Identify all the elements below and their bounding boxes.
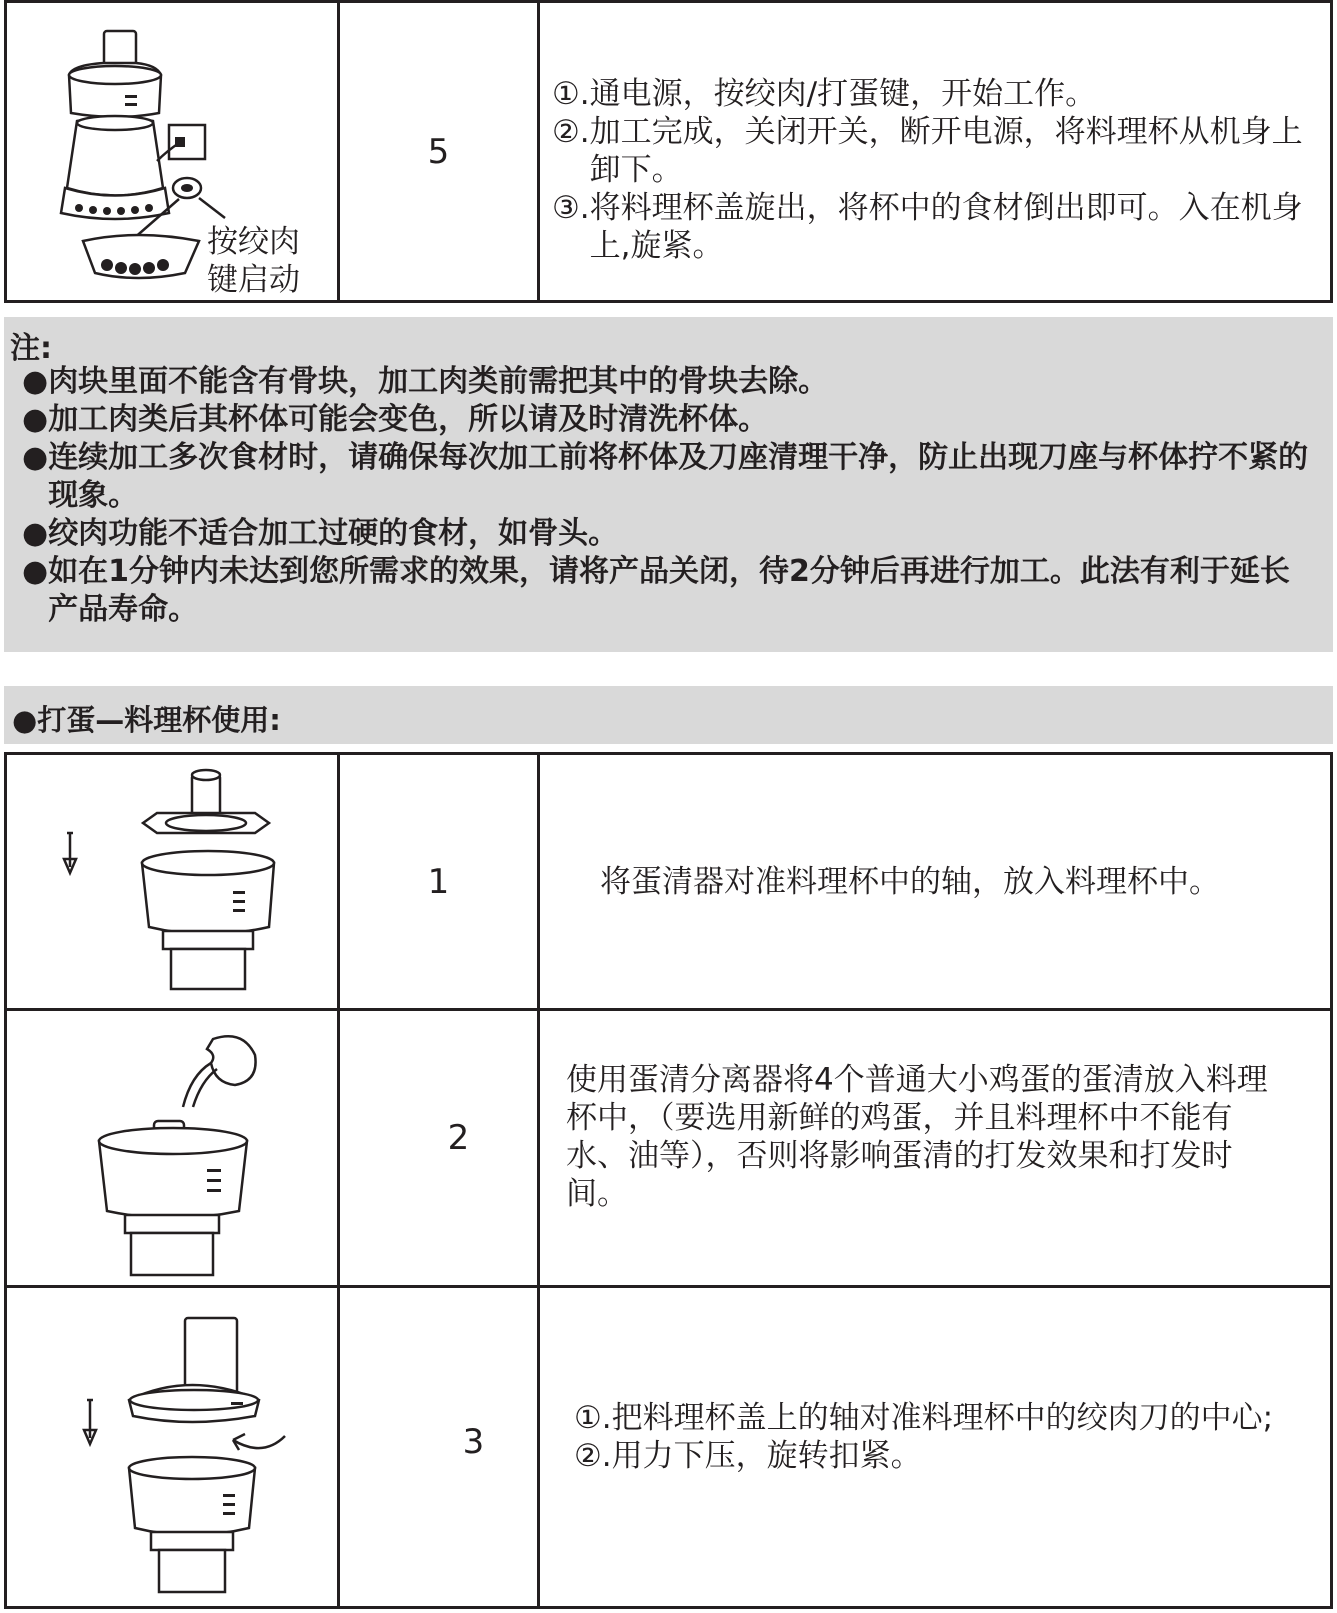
start-button-label <box>207 223 300 299</box>
list-item: ● 如在1分钟内未达到您所需求的效果，请将产品关闭，待2分钟后再进行加工。此法有利于延长产品寿命。 <box>22 554 1290 627</box>
table-row <box>7 3 1330 300</box>
bullet-icon: ● <box>22 516 49 551</box>
bullet-icon: ● <box>22 440 49 475</box>
instruction-2: ②. 加工完成，关闭开关，断开电源，将料理杯从机身上卸下。 <box>552 114 1303 188</box>
step-instructions <box>540 3 1330 300</box>
lid-attach-illustration-cell <box>7 1288 337 1606</box>
step-5-table <box>4 0 1333 303</box>
egg-beating-table <box>4 752 1333 1609</box>
bullet-icon: ● <box>22 364 49 399</box>
bullet-icon: ● <box>22 554 49 589</box>
list-item: ● 肉块里面不能含有骨块，加工肉类前需把其中的骨块去除。 <box>22 364 829 399</box>
egg-white-pouring-illustration <box>7 1011 337 1288</box>
instruction-text: 将蛋清器对准料理杯中的轴，放入料理杯中。 <box>600 863 1220 900</box>
egg-whisk-illustration-cell <box>7 755 337 1008</box>
section-heading-bar <box>4 686 1333 744</box>
step-instructions <box>540 755 1330 1008</box>
notes-heading: 注: <box>10 331 52 366</box>
step-number: 5 <box>427 131 450 172</box>
step-instructions <box>540 1011 1330 1285</box>
processor-illustration-cell <box>7 3 337 300</box>
instruction-1: ①. 把料理杯盖上的轴对准料理杯中的绞肉刀的中心; <box>574 1400 1274 1436</box>
bullet-icon: ● <box>22 402 49 437</box>
notes-list <box>22 363 1312 629</box>
label-line-2: 键启动 <box>207 262 300 298</box>
list-item: ● 绞肉功能不适合加工过硬的食材，如骨头。 <box>22 516 619 551</box>
list-item: ● 加工肉类后其杯体可能会变色，所以请及时清洗杯体。 <box>22 402 769 437</box>
instruction-3: ③. 将料理杯盖旋出，将杯中的食材倒出即可。入在机身上,旋紧。 <box>552 190 1303 264</box>
table-row <box>7 1285 1330 1606</box>
instruction-2: ②. 用力下压，旋转扣紧。 <box>574 1438 922 1474</box>
step-number: 1 <box>427 861 450 902</box>
table-row <box>7 1008 1330 1285</box>
whisk-insert-illustration <box>7 755 337 1008</box>
egg-separator-illustration-cell <box>7 1011 337 1285</box>
label-line-1: 按绞肉 <box>207 224 300 260</box>
step-number: 3 <box>462 1422 485 1462</box>
table-row <box>7 755 1330 1008</box>
step-instructions <box>540 1288 1330 1606</box>
section-title: ●打蛋—料理杯使用: <box>12 703 281 737</box>
step-number: 2 <box>447 1118 470 1158</box>
lid-attach-illustration <box>7 1288 337 1609</box>
instruction-1: ①. 通电源，按绞肉/打蛋键，开始工作。 <box>552 76 1097 112</box>
notes-box <box>4 317 1333 652</box>
instruction-text: 使用蛋清分离器将4个普通大小鸡蛋的蛋清放入料理杯中，（要选用新鲜的鸡蛋，并且料理杯中不能有水、油等），否则将影响蛋清的打发效果和打发时间。 <box>566 1062 1268 1212</box>
list-item: ● 连续加工多次食材时，请确保每次加工前将杯体及刀座清理干净，防止出现刀座与杯体拧不紧的现象。 <box>22 440 1309 513</box>
